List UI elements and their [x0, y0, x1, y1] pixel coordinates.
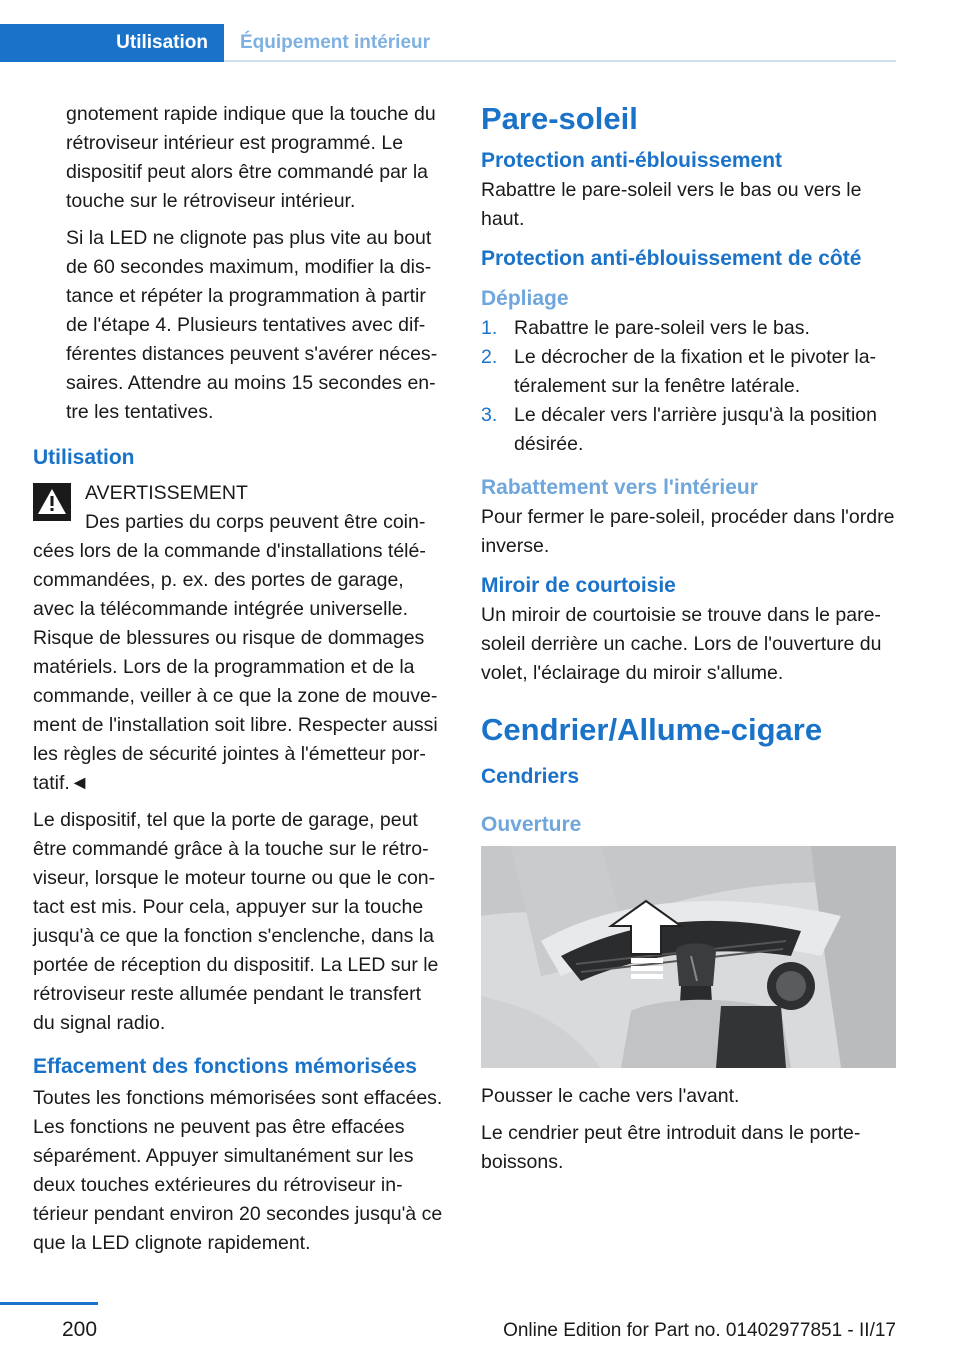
paragraph-led-retry: Si la LED ne clignote pas plus vite au bout de 60 secondes maximum, modifier la distance et répéter la programmation à partir de l'étape 4. Plusieurs tentatives avec différentes distances peuvent s'avérer nécessaires. Attendre au moins 15 secondes entre les tentatives. — [66, 227, 438, 423]
section-tab-chapter: Équipement intérieur — [240, 32, 431, 53]
heading-ouverture: Ouverture — [481, 813, 582, 836]
right-column — [481, 100, 896, 1185]
warning-icon — [33, 483, 71, 521]
list-item — [481, 314, 896, 343]
warning-block — [33, 479, 448, 798]
page-header — [0, 0, 960, 62]
heading-depliage: Dépliage — [481, 287, 569, 310]
heading-cendrier: Cendrier/Allume-cigare — [481, 712, 823, 747]
step-number: 1. — [481, 317, 498, 339]
warning-title: AVERTISSEMENT — [85, 482, 248, 504]
console-ashtray-illustration — [481, 846, 896, 1068]
steps-list — [481, 314, 896, 459]
section-tab-active: Utilisation — [0, 24, 224, 62]
heading-pare-soleil: Pare-soleil — [481, 101, 638, 136]
step-text: Le décrocher de la fixation et le pivoter latéralement sur la fenêtre latérale. — [514, 346, 877, 397]
step-text: Rabattre le pare-soleil vers le bas. — [514, 317, 810, 339]
step-number: 2. — [481, 346, 498, 368]
warning-text: Des parties du corps peuvent être coincées lors de la commande d'installations télécommandées, p. ex. des portes de garage, avec la télécommande intégrée universelle. Risque de blessures ou risque de dommages matériels. Lors de la programmation et de la commande, veiller à ce que la zone de mouvement de l'installation soit libre. Respecter aussi les règles de sécurité jointes à l'émetteur portatif.◄ — [33, 511, 438, 794]
heading-miroir: Miroir de courtoisie — [481, 574, 676, 597]
heading-protection-cote: Protection anti-éblouissement de côté — [481, 247, 862, 270]
heading-utilisation: Utilisation — [33, 446, 135, 469]
list-item — [481, 401, 896, 459]
header-divider — [224, 60, 896, 62]
paragraph-device-command: Le dispositif, tel que la porte de garage, peut être commandé grâce à la touche sur le rétroviseur, lorsque le moteur tourne ou que le contact est mis. Pour cela, appuyer sur la touche jusqu'à ce que la fonction s'enclenche, dans la portée de réception du dispositif. La LED sur le rétroviseur reste allumée pendant le transfert du signal radio. — [33, 809, 439, 1034]
list-item — [481, 343, 896, 401]
paragraph-miroir: Un miroir de courtoisie se trouve dans le pare-soleil derrière un cache. Lors de l'ouverture du volet, l'éclairage du miroir s'allume. — [481, 604, 882, 684]
left-column — [33, 100, 448, 1266]
paragraph-pousser: Pousser le cache vers l'avant. — [481, 1085, 740, 1107]
paragraph-protection: Rabattre le pare-soleil vers le bas ou vers le haut. — [481, 179, 862, 230]
step-number: 3. — [481, 404, 498, 426]
paragraph-introduit: Le cendrier peut être introduit dans le porte-boissons. — [481, 1122, 861, 1173]
paragraph-rabattement: Pour fermer le pare-soleil, procéder dans l'ordre inverse. — [481, 506, 895, 557]
heading-protection: Protection anti-éblouissement — [481, 149, 783, 172]
page-number: 200 — [62, 1318, 98, 1341]
heading-effacement: Effacement des fonctions mémorisées — [33, 1055, 417, 1078]
step-text: Le décaler vers l'arrière jusqu'à la position désirée. — [514, 404, 877, 455]
edition-label: Online Edition for Part no. 01402977851 - II/17 — [503, 1320, 896, 1341]
paragraph-effacement: Toutes les fonctions mémorisées sont effacées. Les fonctions ne peuvent pas être effacées séparément. Appuyer simultanément sur les deux touches extérieures du rétroviseur intérieur pendant environ 20 secondes jusqu'à ce que la LED clignote rapidement. — [33, 1087, 443, 1254]
heading-rabattement: Rabattement vers l'intérieur — [481, 476, 758, 499]
footer-divider — [0, 1302, 98, 1305]
heading-cendriers: Cendriers — [481, 765, 580, 788]
paragraph-programming-end: gnotement rapide indique que la touche du rétroviseur intérieur est programmé. Le dispositif peut alors être commandé par la touche sur le rétroviseur intérieur. — [66, 103, 436, 212]
